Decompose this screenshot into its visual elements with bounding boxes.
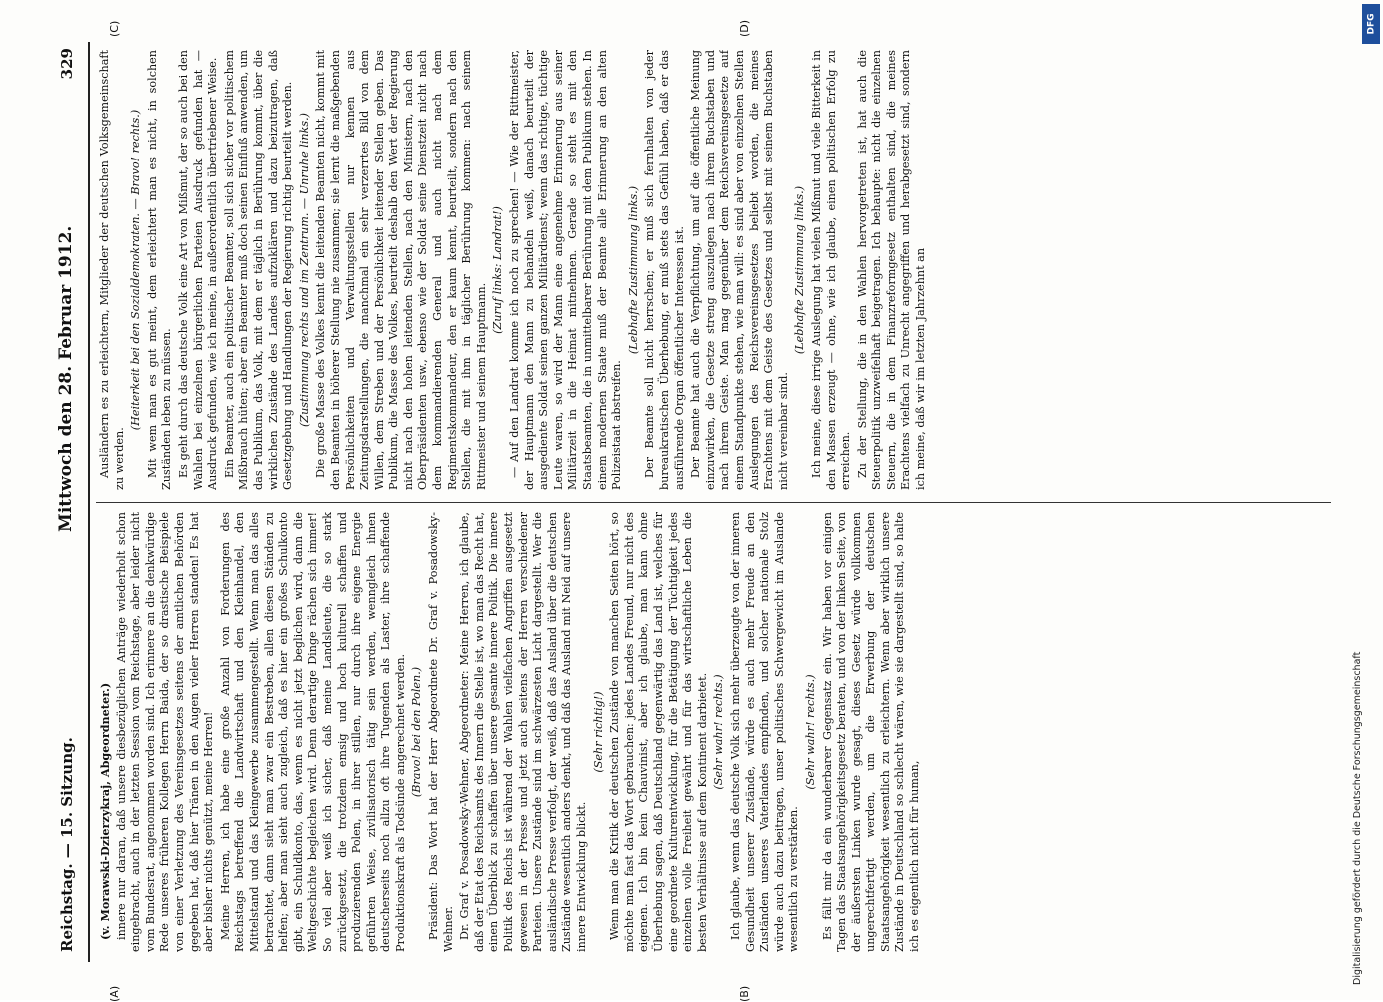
left-text-column <box>98 512 1328 952</box>
column-divider <box>96 502 1331 503</box>
paragraph: Ich meine, diese irrige Auslegung hat vielen Mißmut und viele Bitterkeit in den Massen erzeugt — ohne, wie ich glaube, einen politischen Erfolg zu erreichen. <box>809 50 853 490</box>
paragraph: Präsident: Das Wort hat der Herr Abgeordnete Dr. Graf v. Posadowsky-Wehner. <box>427 512 455 952</box>
interjection: (Lebhafte Zustimmung links.) <box>793 185 807 355</box>
dfg-logo: DFG <box>1362 4 1380 44</box>
speaker-line: (v. Morawski-Dzierzykraj, Abgeordneter.) <box>98 682 112 940</box>
interjection: (Zuruf links: Landrat!) <box>491 206 505 334</box>
interjection: (Heiterkeit bei den Sozialdemokraten. — Bravo! rechts.) <box>129 109 143 431</box>
interjection: (Sehr wahr! rechts.) <box>712 674 726 790</box>
paragraph: Ausländern es zu erleichtern, Mitglieder der deutschen Volksgemeinschaft zu werden. <box>98 50 126 490</box>
paragraph: Der Beamte soll nicht herrschen; er muß sich fernhalten von jeder bureaukratischen Überhebung, er muß stets das Gefühl haben, daß er das ausführende Organ öffentlicher Interessen ist. <box>643 50 686 490</box>
page-header <box>48 42 90 962</box>
paragraph: Mit wem man es gut meint, dem erleichtert man es nicht, in solchen Zuständen leben zu müssen. <box>145 50 174 490</box>
rotated-content <box>48 19 1338 1002</box>
paragraph: innere nur daran, daß unsere diesbezüglichen Anträge wiederholt schon eingebracht, auch in der letzten Session vom Reichstage, aber leider nicht vom Bundesrat, angenommen worden sind. Ich erinnere an die denkwürdige Rede unseres früheren Kollegen Herrn Baida, der so drastische Beispiele von einer Verletzung des Vereinsgesetzes seitens der amtlichen Behörden gegeben hat, daß hier Tränen in den Augen vieler Herren standen! Es hat aber bisher nichts genützt, meine Herren! <box>114 512 216 952</box>
margin-mark-a: (A) <box>108 985 121 1002</box>
paragraph: Zu der Stellung, die in den Wahlen hervorgetreten ist, hat auch die Steuerpolitik unzweifelhaft beigetragen. Ich behaupte: nicht die einzelnen Steuern, die in dem Finanzreformgesetz enthalten sind, die meines Erachtens vielfach zu Unrecht angegriffen und herabgesetzt sind, sondern ich meine, daß wir im letzten Jahrzehnt an <box>855 50 928 490</box>
interjection: (Bravo! bei den Polen.) <box>410 666 424 798</box>
paragraph: Es fällt mir da ein wunderbarer Gegensatz ein. Wir haben vor einigen Tagen das Staatsangehörigkeitsgesetz beraten, und von der linken Seite, von der äußersten Linken wurde gesagt, dieses Gesetz würde vollkommen ungerechtfertigt werden, um die Erwerbung der deutschen Staatsangehörigkeit wesentlich zu erleichtern. Wenn aber wirklich unsere Zustände in Deutschland so schlecht wären, wie sie dargestellt sind, so halte ich es eigentlich nicht für human, <box>820 512 922 952</box>
interjection: (Zustimmung rechts und im Zentrum. — Unruhe links.) <box>297 112 311 428</box>
paragraph: Es geht durch das deutsche Volk eine Art von Mißmut, der so auch bei den Wahlen bei einzelnen bürgerlichen Parteien Ausdruck gefunden hat — Ausdruck gefunden, wie ich meine, in außerordentlich übertriebener Weise. <box>176 50 220 490</box>
paragraph: Meine Herren, ich habe eine große Anzahl von Forderungen des Reichstags betreffend die Landwirtschaft und den Kleinhandel, den Mittelstand und das Kleingewerbe zusammengestellt. Wenn man das alles betrachtet, dann sieht man zwar ein Bestreben, allen diesen Ständen zu helfen; aber man sieht auch zugleich, daß es hier ein großes Schulkonto gibt, ein Schuldkonto, das, wenn es nicht jetzt beglichen wird, dann die Weltgeschichte begleichen wird. Denn derartige Dinge rächen sich immer! So viel aber weiß ich sicher, daß meine Landsleute, die so stark zurückgesetzt, die trotzdem emsig und hoch kulturell schaffen und produzierenden Polen, in ihrer stillen, nur durch ihre eigene Energie geführten Weise, zivilisatorisch tätig sein werden, wenngleich ihnen deutscherseits noch allzu oft ihre Tugenden als Laster, ihre schaffende Produktionskraft als Todsünde angerechnet werden. <box>218 512 407 952</box>
paragraph: Ein Beamter, auch ein politischer Beamter, soll sich sicher vor politischem Mißbrauch hüten; aber ein Beamter muß doch seinen Einfluß anwenden, um das Publikum, das Volk, mit dem er täglich in Berührung kommt, über die wirklichen Zustände des Landes aufzuklären und dazu beizutragen, daß Gesetzgebung und Handlungen der Regierung richtig beurteilt werden. <box>222 50 295 490</box>
page-number: 329 <box>58 48 76 80</box>
margin-mark-b: (B) <box>738 985 751 1002</box>
paragraph: Ich glaube, wenn das deutsche Volk sich mehr überzeugte von der inneren Gesundheit unserer Zustände, würde es auch mehr Freude an den Zuständen unseres Vaterlandes empfinden, und solcher nationale Stolz würde auch dazu beitragen, unser politisches Schwergewicht im Auslande wesentlich zu verstärken. <box>728 512 801 952</box>
right-text-column <box>98 50 1328 490</box>
digitization-credit: Digitalisierung gefördert durch die Deutsche Forschungsgemeinschaft <box>1352 651 1363 985</box>
header-date: Mittwoch den 28. Februar 1912. <box>56 225 76 532</box>
paragraph: Die große Masse des Volkes kennt die leitenden Beamten nicht, kommt mit den Beamten in höherer Stellung nie zusammen; sie lernt die maßgebenden Persönlichkeiten und Verwaltungsstellen nur kennen aus Zeitungsdarstellungen, die manchmal ein sehr verzerrtes Bild von dem Willen, dem Streben und der Persönlichkeit leitender Stellen geben. Das Publikum, die Masse des Volkes, beurteilt deshalb den Wert der Regierung nicht nach den hohen leitenden Stellen, nach den Ministern, nach den Oberpräsidenten usw., ebenso wie der Soldat seine Dienstzeit nicht nach dem kommandierenden General und auch nicht nach dem Regimentskommandeur, den er kaum kennt, beurteilt, sondern nach den Stellen, die mit ihm in täglicher Berührung kommen: nach seinem Rittmeister und seinem Hauptmann. <box>314 50 488 490</box>
header-session: Reichstag. — 15. Sitzung. <box>58 737 76 952</box>
paragraph: Dr. Graf v. Posadowsky-Wehner, Abgeordneter: Meine Herren, ich glaube, daß der Etat des Reichsamts des Innern die Stelle ist, wo man das Recht hat, einen Überblick zu schaffen über unsere gesamte innere Politik. Die innere Politik des Reichs ist während der Wahlen vielfachen Angriffen ausgesetzt gewesen in der Presse und jetzt auch seitens der Herren verschiedener Parteien. Unsere Zustände sind im schwärzesten Licht dargestellt. Wer die ausländische Presse verfolgt, der weiß, daß das Ausland über die deutschen Zustände wesentlich anders denkt, und daß das Ausland mit Neid auf unsere innere Entwicklung blickt. <box>458 512 588 952</box>
interjection: (Lebhafte Zustimmung links.) <box>626 185 640 355</box>
margin-mark-d: (D) <box>738 19 751 37</box>
paragraph: — Auf den Landrat komme ich noch zu sprechen! — Wie der Rittmeister, der Hauptmann den Mann zu behandeln weiß, danach beurteilt der ausgediente Soldat seinen ganzen Militärdienst; wenn das richtige, tüchtige Leute waren, so wird der Mann eine angenehme Erinnerung aus seiner Militärzeit in die Heimat mitnehmen. Gerade so steht es mit den Staatsbeamten, die in unmittelbarer Berührung mit dem Publikum stehen. In einem modernen Staate muß der Beamte alle Erinnerung an den alten Polizeistaat abstreifen. <box>508 50 624 490</box>
interjection: (Sehr richtig!) <box>591 691 605 773</box>
paragraph: Wenn man die Kritik der deutschen Zustände von manchen Seiten hört, so möchte man fast das Wort gebrauchen: jedes Landes Freund, nur nicht des eigenen. Ich bin kein Chauvinist, aber ich glaube, man kann ohne Überhebung sagen, daß Deutschland gegenwärtig das Land ist, welches für eine geordnete Kulturentwicklung, für die Betätigung der Tüchtigkeit jedes einzelnen volle Freiheit gewährt und für das wirtschaftliche Leben die besten Verhältnisse auf dem Kontinent darbietet. <box>608 512 709 952</box>
margin-mark-c: (C) <box>108 20 121 37</box>
interjection: (Sehr wahr! rechts.) <box>803 674 817 790</box>
paragraph: Der Beamte hat auch die Verpflichtung, um auf die öffentliche Meinung einzuwirken, die Gesetze streng auszulegen nach ihrem Buchstaben und nach ihrem Geiste. Man mag gegenüber dem Reichsvereinsgesetze auf einem Standpunkte stehen, wie man will: es sind aber von einzelnen Stellen Auslegungen des Reichsvereinsgesetzes beliebt worden, die meines Erachtens mit dem Geiste des Gesetzes und selbst mit seinem Buchstaben nicht vereinbar sind. <box>689 50 790 490</box>
